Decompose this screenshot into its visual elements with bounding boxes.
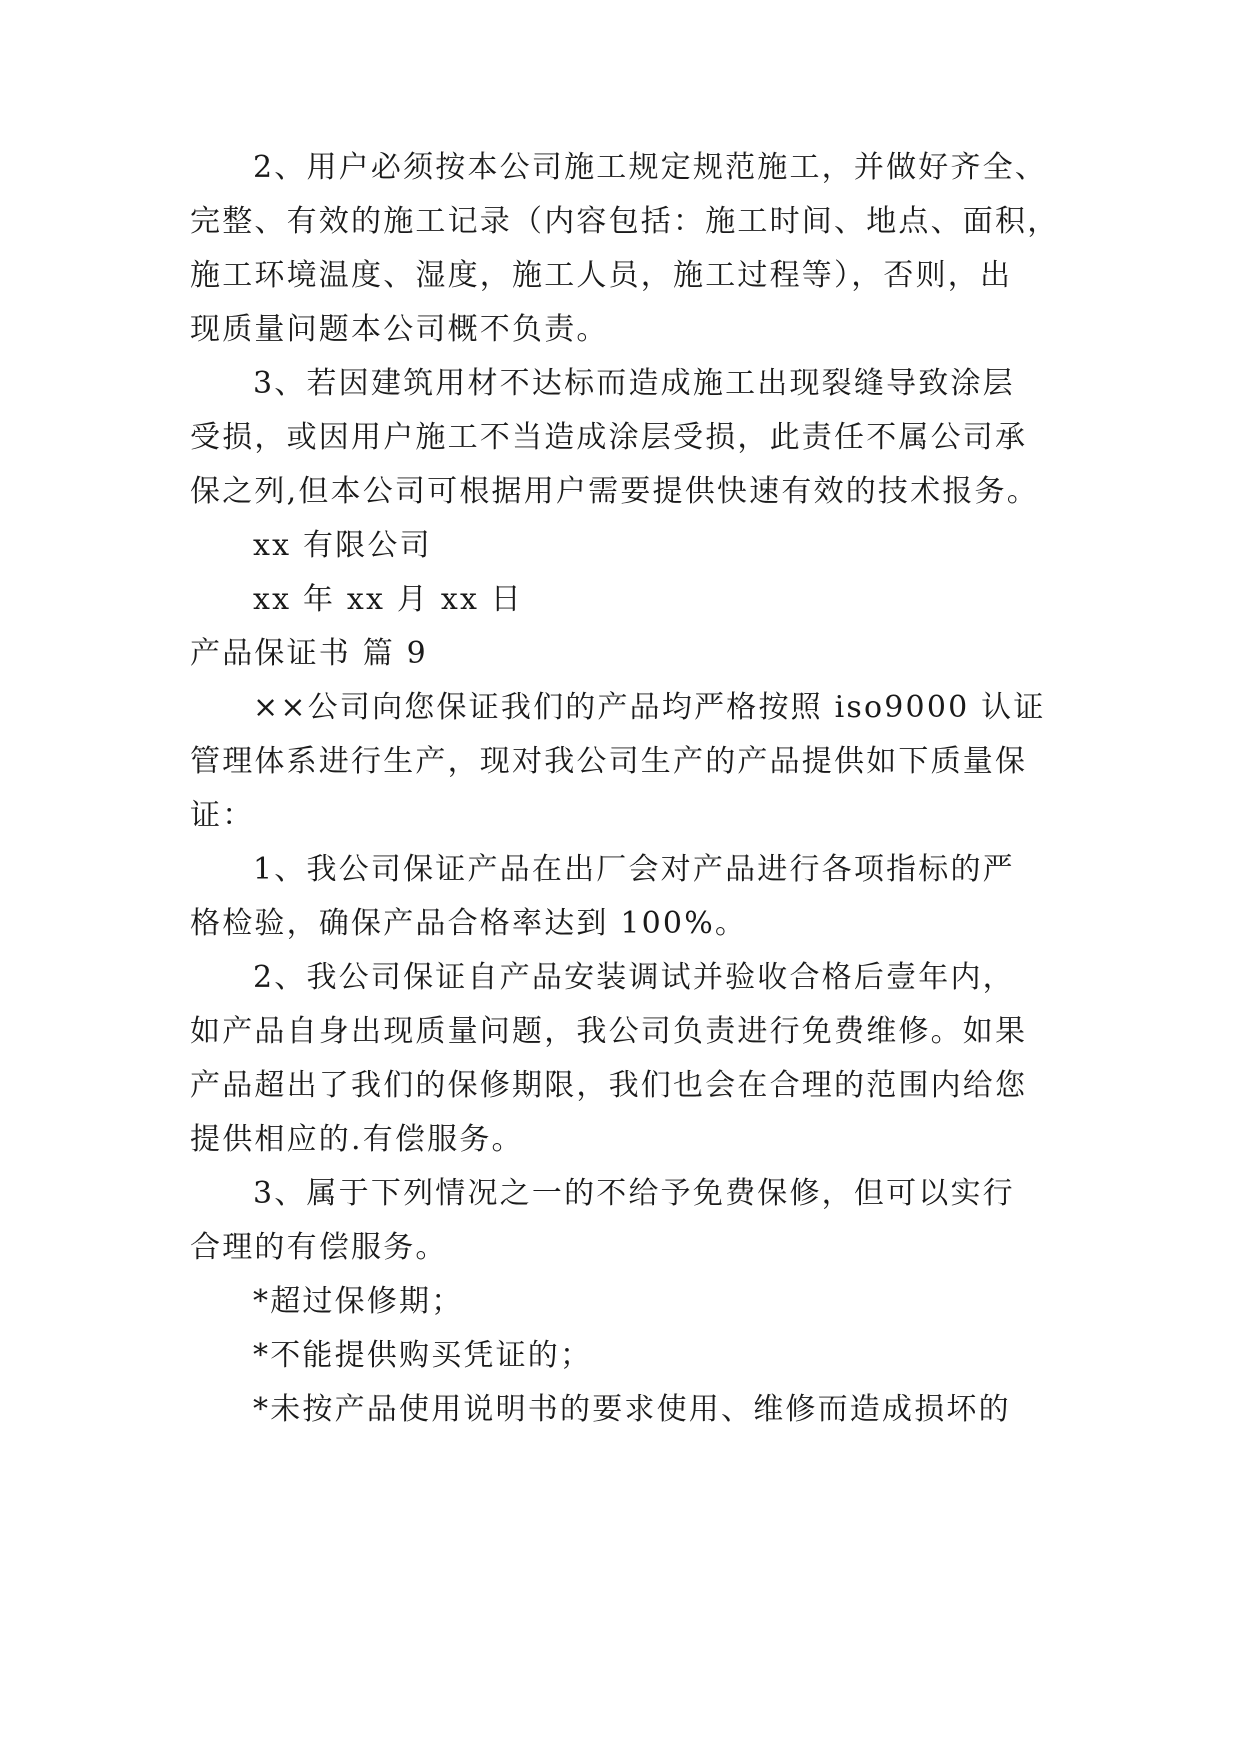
list-item: *超过保修期；: [253, 1284, 464, 1319]
text-line: 保之列,但本公司可根据用户需要提供快速有效的技术报务。: [190, 474, 1039, 509]
text-line: 证：: [190, 798, 255, 833]
text-line: 2、用户必须按本公司施工规定规范施工，并做好齐全、: [253, 150, 1048, 185]
text-line: 2、我公司保证自产品安装调试并验收合格后壹年内，: [253, 960, 1015, 995]
text-line: 3、若因建筑用材不达标而造成施工出现裂缝导致涂层: [253, 366, 1015, 401]
text-line: 受损，或因用户施工不当造成涂层受损，此责任不属公司承: [190, 420, 1028, 455]
text-line: 产品超出了我们的保修期限，我们也会在合理的范围内给您: [190, 1068, 1028, 1103]
text-line: 现质量问题本公司概不负责。: [190, 312, 609, 347]
signature-date: xx 年 xx 月 xx 日: [253, 582, 523, 617]
text-line: 合理的有偿服务。: [190, 1230, 448, 1265]
section-heading: 产品保证书 篇 9: [190, 636, 428, 671]
list-item: *不能提供购买凭证的；: [253, 1338, 593, 1373]
list-item: *未按产品使用说明书的要求使用、维修而造成损坏的: [253, 1392, 1011, 1427]
text-line: 格检验，确保产品合格率达到 100%。: [190, 906, 748, 941]
signature-company: xx 有限公司: [253, 528, 432, 563]
text-line: 管理体系进行生产，现对我公司生产的产品提供如下质量保: [190, 744, 1028, 779]
text-line: 施工环境温度、湿度，施工人员，施工过程等），否则，出: [190, 258, 1013, 293]
text-line: 完整、有效的施工记录（内容包括：施工时间、地点、面积，: [190, 204, 1060, 239]
text-line: 如产品自身出现质量问题，我公司负责进行免费维修。如果: [190, 1014, 1028, 1049]
text-line: ××公司向您保证我们的产品均严格按照 iso9000 认证: [253, 690, 1046, 725]
text-line: 提供相应的.有偿服务。: [190, 1122, 524, 1157]
text-line: 1、我公司保证产品在出厂会对产品进行各项指标的严: [253, 852, 1015, 887]
text-line: 3、属于下列情况之一的不给予免费保修，但可以实行: [253, 1176, 1015, 1211]
